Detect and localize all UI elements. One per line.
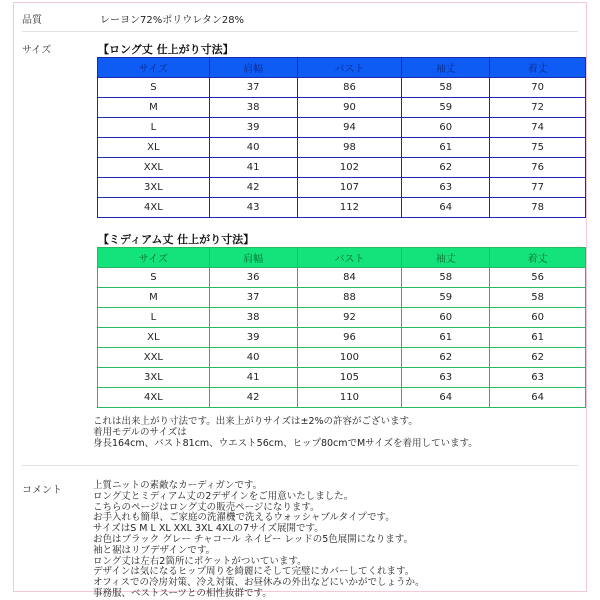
- size-notes: [93, 416, 478, 449]
- header-shoulder: 肩幅: [209, 58, 297, 78]
- medium-table-title: 【ミディアム丈 仕上がり寸法】: [98, 233, 255, 246]
- note-line: 着用モデルのサイズは: [93, 427, 187, 438]
- cell: 41: [209, 368, 297, 388]
- note-line: 身長164cm、バスト81cm、ウエスト56cm、ヒップ80cmでMサイズを着用しています。: [93, 438, 478, 449]
- header-size: サイズ: [98, 248, 210, 268]
- cell: 4XL: [98, 388, 210, 408]
- cell: 64: [402, 198, 490, 218]
- cell: 64: [490, 388, 586, 408]
- cell: 56: [490, 268, 586, 288]
- cell: 92: [297, 308, 402, 328]
- header-bust: バスト: [297, 248, 402, 268]
- cell: 58: [490, 288, 586, 308]
- table-row: [98, 308, 586, 328]
- header-shoulder: 肩幅: [209, 248, 297, 268]
- cell: 39: [209, 328, 297, 348]
- cell: 39: [209, 118, 297, 138]
- long-table-title: 【ロング丈 仕上がり寸法】: [98, 43, 234, 56]
- divider: [22, 465, 578, 466]
- comment-line: 事務服、ベストスーツとの相性抜群です。: [93, 587, 272, 599]
- header-bust: バスト: [297, 58, 402, 78]
- cell: 90: [297, 98, 402, 118]
- cell: 60: [490, 308, 586, 328]
- cell: 75: [490, 138, 586, 158]
- header-sleeve: 袖丈: [402, 58, 490, 78]
- cell: 70: [490, 78, 586, 98]
- table-row: [98, 328, 586, 348]
- cell: 86: [297, 78, 402, 98]
- cell: L: [98, 308, 210, 328]
- cell: S: [98, 268, 210, 288]
- comment-label: コメント: [22, 485, 62, 496]
- comment-line: お色はブラック グレー チャコール ネイビー レッドの5色展開になります。: [93, 533, 414, 545]
- table-row: [98, 288, 586, 308]
- table-row: [98, 268, 586, 288]
- cell: 60: [402, 118, 490, 138]
- cell: 63: [402, 368, 490, 388]
- comment-line: 上質ニットの素敵なカーディガンです。: [93, 480, 263, 491]
- table-header-row: [98, 58, 586, 78]
- cell: 94: [297, 118, 402, 138]
- table-row: [98, 98, 586, 118]
- comment-line: こちらのページはロング丈の販売ページになります。: [93, 501, 320, 513]
- header-size: サイズ: [98, 58, 210, 78]
- cell: 61: [402, 328, 490, 348]
- cell: 107: [297, 178, 402, 198]
- divider: [22, 31, 578, 32]
- cell: 84: [297, 268, 402, 288]
- cell: 40: [209, 138, 297, 158]
- cell: 74: [490, 118, 586, 138]
- comment-line: サイズはS M L XL XXL 3XL 4XLの7サイズ展開です。: [93, 523, 324, 535]
- header-sleeve: 袖丈: [402, 248, 490, 268]
- comment-text: [93, 481, 424, 600]
- table-header-row: [98, 248, 586, 268]
- cell: 59: [402, 288, 490, 308]
- cell: 77: [490, 178, 586, 198]
- table-row: [98, 118, 586, 138]
- cell: 105: [297, 368, 402, 388]
- table-row: [98, 198, 586, 218]
- cell: 98: [297, 138, 402, 158]
- cell: 61: [402, 138, 490, 158]
- table-row: [98, 78, 586, 98]
- cell: 3XL: [98, 178, 210, 198]
- cell: XXL: [98, 158, 210, 178]
- cell: 110: [297, 388, 402, 408]
- comment-line: デザインは気になるヒップ周りを綺麗にそして完璧にカバーしてくれます。: [93, 566, 415, 578]
- cell: XL: [98, 328, 210, 348]
- comment-line: オフィスでの冷房対策、冷え対策、お昼休みの外出などにいかがでしょうか。: [93, 577, 425, 589]
- cell: 96: [297, 328, 402, 348]
- cell: 38: [209, 98, 297, 118]
- comment-line: お手入れも簡単、ご家庭の洗濯機で洗えるウォッシャブルタイプです。: [93, 512, 395, 524]
- comment-line: ロング丈は左右2箇所にポケットがついています。: [93, 555, 307, 567]
- table-row: [98, 368, 586, 388]
- product-detail-panel: [13, 2, 587, 599]
- size-label: サイズ: [22, 45, 52, 56]
- cell: M: [98, 98, 210, 118]
- cell: 36: [209, 268, 297, 288]
- cell: 63: [490, 368, 586, 388]
- cell: XL: [98, 138, 210, 158]
- cell: 37: [209, 78, 297, 98]
- cell: 102: [297, 158, 402, 178]
- cell: 38: [209, 308, 297, 328]
- table-row: [98, 388, 586, 408]
- cell: 100: [297, 348, 402, 368]
- cell: M: [98, 288, 210, 308]
- table-row: [98, 138, 586, 158]
- cell: 42: [209, 178, 297, 198]
- cell: 59: [402, 98, 490, 118]
- quality-value: レーヨン72%ポリウレタン28%: [100, 15, 245, 26]
- cell: 4XL: [98, 198, 210, 218]
- cell: 63: [402, 178, 490, 198]
- cell: 41: [209, 158, 297, 178]
- cell: S: [98, 78, 210, 98]
- cell: 58: [402, 268, 490, 288]
- header-length: 着丈: [490, 248, 586, 268]
- comment-line: 袖と裾はリブデザインです。: [93, 544, 216, 556]
- cell: 61: [490, 328, 586, 348]
- cell: 88: [297, 288, 402, 308]
- long-size-table: [97, 57, 586, 218]
- cell: XXL: [98, 348, 210, 368]
- cell: 62: [490, 348, 586, 368]
- cell: 3XL: [98, 368, 210, 388]
- cell: 62: [402, 158, 490, 178]
- table-row: [98, 158, 586, 178]
- cell: 40: [209, 348, 297, 368]
- cell: 76: [490, 158, 586, 178]
- cell: 64: [402, 388, 490, 408]
- header-length: 着丈: [490, 58, 586, 78]
- comment-line: ロング丈とミディアム丈の2デザインをご用意いたしました。: [93, 490, 354, 502]
- cell: 112: [297, 198, 402, 218]
- cell: 78: [490, 198, 586, 218]
- cell: L: [98, 118, 210, 138]
- table-row: [98, 348, 586, 368]
- quality-label: 品質: [22, 15, 42, 26]
- cell: 43: [209, 198, 297, 218]
- cell: 37: [209, 288, 297, 308]
- table-row: [98, 178, 586, 198]
- note-line: これは出来上がり寸法です。出来上がりサイズは±2%の許容がございます。: [93, 416, 418, 427]
- cell: 58: [402, 78, 490, 98]
- cell: 72: [490, 98, 586, 118]
- cell: 42: [209, 388, 297, 408]
- medium-size-table: [97, 247, 586, 408]
- cell: 62: [402, 348, 490, 368]
- cell: 60: [402, 308, 490, 328]
